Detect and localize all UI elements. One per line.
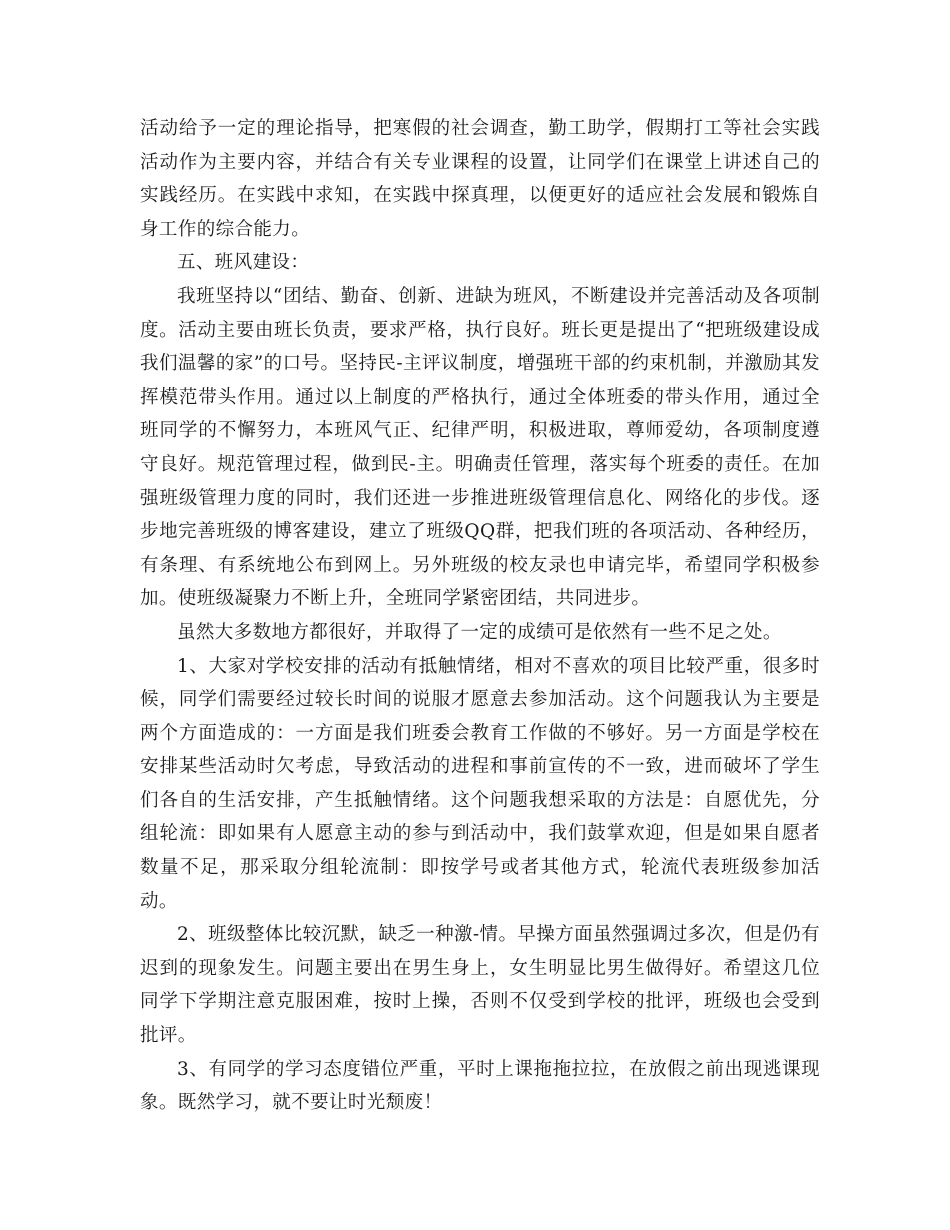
paragraph-issue-1: 1、大家对学校安排的活动有抵触情绪，相对不喜欢的项目比较严重，很多时候，同学们需要经过较长时间的说服才愿意去参加活动。这个问题我认为主要是两个方面造成的：一方面是我们班委会教育工作做的不够好。另一方面是学校在安排某些活动时欠考虑，导致活动的进程和事前宣传的不一致，进而破坏了学生们各自的生活安排，产生抵触情绪。这个问题我想采取的方法是：自愿优先，分组轮流：即如果有人愿意主动的参与到活动中，我们鼓掌欢迎，但是如果自愿者数量不足，那采取分组轮流制：即按学号或者其他方式，轮流代表班级参加活动。 bbox=[140, 655, 820, 912]
paragraph-issue-2: 2、班级整体比较沉默，缺乏一种激-情。早操方面虽然强调过多次，但是仍有迟到的现象发生。问题主要出在男生身上，女生明显比男生做得好。希望这几位同学下学期注意克服困难，按时上操，否则不仅受到学校的批评，班级也会受到批评。 bbox=[140, 924, 820, 1047]
paragraph-issue-3: 3、有同学的学习态度错位严重，平时上课拖拖拉拉，在放假之前出现逃课现象。既然学习，就不要让时光颓废！ bbox=[140, 1058, 820, 1114]
section-heading-class-style: 五、班风建设： bbox=[177, 252, 310, 274]
paragraph-continuation: 活动给予一定的理论指导，把寒假的社会调查，勤工助学，假期打工等社会实践活动作为主要内容，并结合有关专业课程的设置，让同学们在课堂上讲述自己的实践经历。在实践中求知，在实践中探真理，以便更好的适应社会发展和锻炼自身工作的综合能力。 bbox=[140, 118, 820, 240]
paragraph-shortcomings-intro: 虽然大多数地方都很好，并取得了一定的成绩可是依然有一些不足之处。 bbox=[177, 621, 782, 643]
document-body bbox=[140, 112, 820, 1120]
paragraph-class-style: 我班坚持以“团结、勤奋、创新、进缺为班风，不断建设并完善活动及各项制度。活动主要由班长负责，要求严格，执行良好。班长更是提出了“把班级建设成我们温馨的家”的口号。坚持民-主评议制度，增强班干部的约束机制，并激励其发挥模范带头作用。通过以上制度的严格执行，通过全体班委的带头作用，通过全班同学的不懈努力，本班风气正、纪律严明，积极进取，尊师爱幼，各项制度遵守良好。规范管理过程，做到民-主。明确责任管理，落实每个班委的责任。在加强班级管理力度的同时，我们还进一步推进班级管理信息化、网络化的步伐。逐步地完善班级的博客建设，建立了班级QQ群，把我们班的各项活动、各种经历，有条理、有系统地公布到网上。另外班级的校友录也申请完毕，希望同学积极参加。使班级凝聚力不断上升，全班同学紧密团结，共同进步。 bbox=[140, 285, 820, 610]
